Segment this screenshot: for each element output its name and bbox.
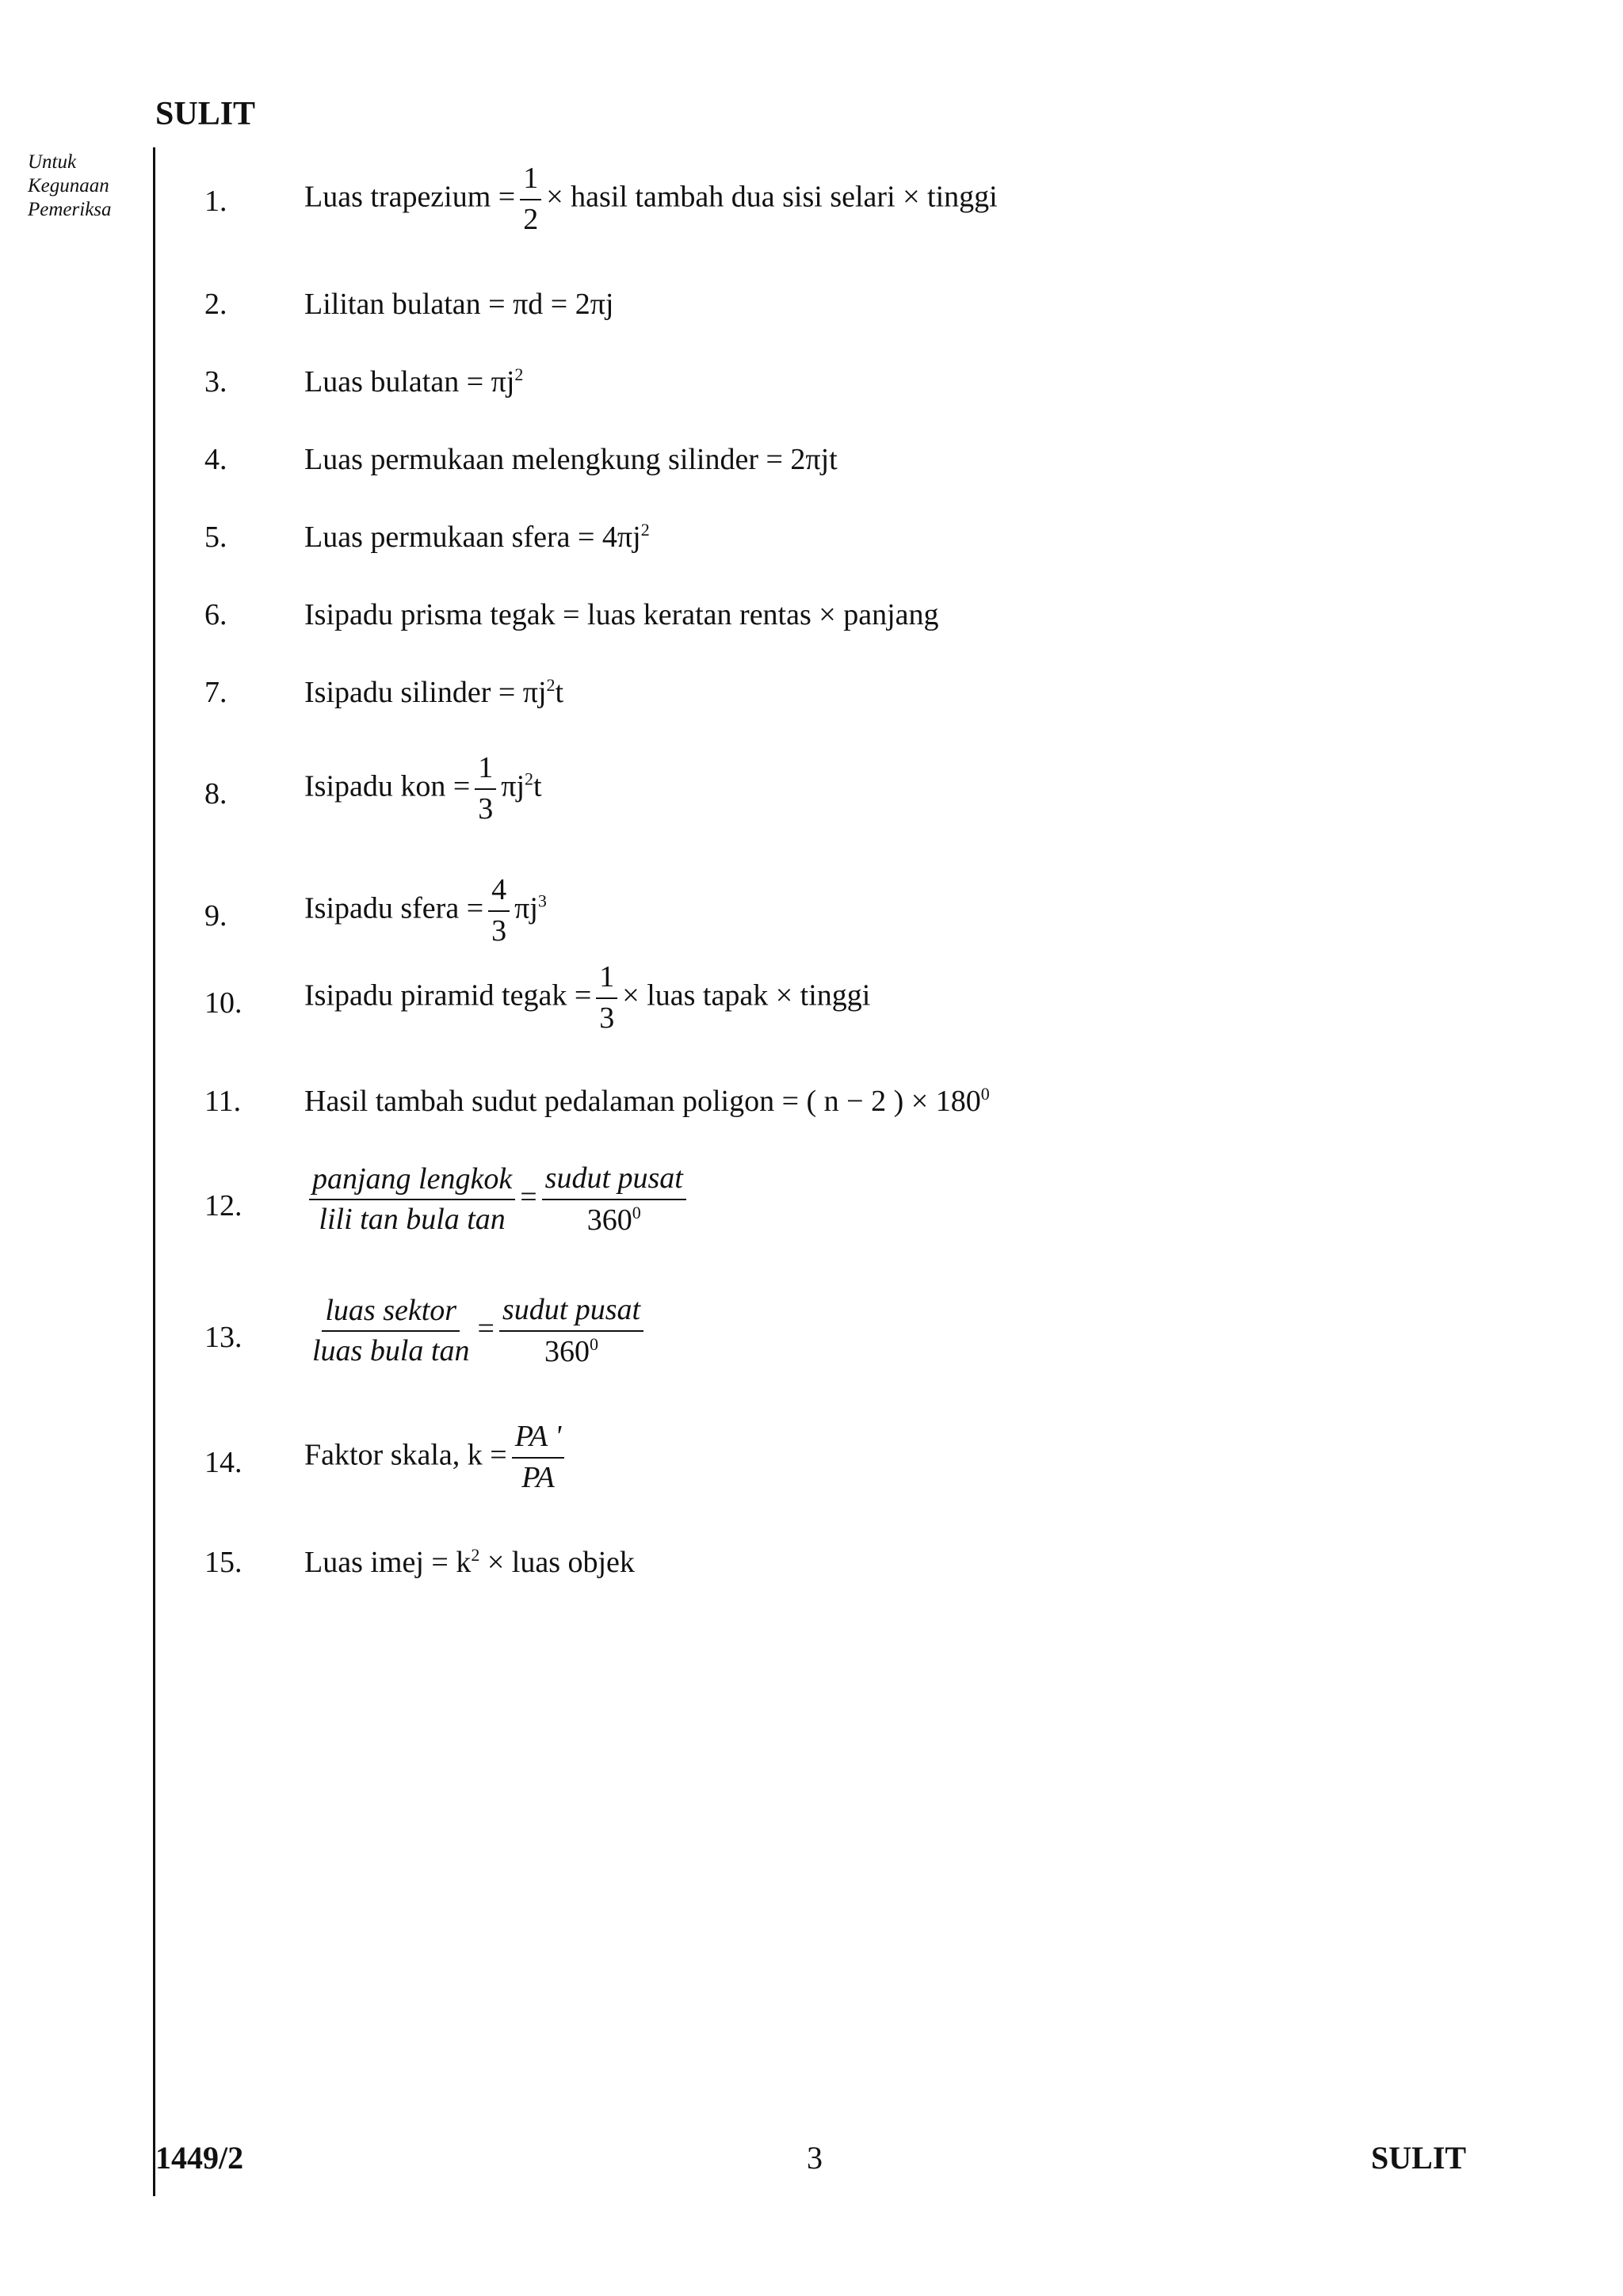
formula-image-area: Luas imej = $k^2$ × luas objek [304, 1545, 635, 1579]
margin-rule [153, 147, 155, 2196]
formula-prism-volume: Isipadu prisma tegak = luas keratan rentas × panjang [304, 598, 939, 631]
fraction: $\frac{PA '}{PA}$ [512, 1420, 564, 1495]
side-note-line: Pemeriksa [28, 199, 112, 220]
formula-sphere-surface: Luas permukaan sfera = $4\pi j^2$ [304, 520, 650, 554]
formula-cylinder-volume: Isipadu silinder = $\pi j^2t$ [304, 675, 564, 709]
formula-number: 14. [204, 1446, 242, 1479]
formula-cone-volume: Isipadu kon = $\frac{1}{3}$ $\pi j^2t$ [304, 751, 542, 826]
formula-arc-length-ratio: $\frac{\text{panjang lengkok}}{\text{lili tan bula tan}}$ = $\frac{\text{sudut pusat}}{360^0}$ [304, 1161, 691, 1238]
formula-scale-factor: Faktor skala, k = $\frac{PA '}{PA}$ [304, 1420, 569, 1495]
formula-number: 15. [204, 1546, 242, 1579]
formula-number: 11. [204, 1085, 242, 1118]
formula-number: 8. [204, 777, 227, 810]
formula-sphere-volume: Isipadu sfera = $\frac{4}{3}$ $\pi j^3$ [304, 873, 547, 948]
fraction: $\frac{\text{sudut pusat}}{360^0}$ [542, 1161, 686, 1238]
formula-number: 6. [204, 598, 227, 631]
fraction: $\frac{1}{3}$ [596, 960, 617, 1035]
formula-number: 5. [204, 521, 227, 554]
page-number: 3 [807, 2140, 823, 2176]
formula-cylinder-curved-surface: Luas permukaan melengkung silinder = 2πjt [304, 443, 838, 476]
header-classification: SULIT [155, 96, 256, 132]
fraction: $\frac{\text{luas sektor}}{\text{luas bula tan}}$ [312, 1293, 470, 1368]
fraction: $\frac{4}{3}$ [488, 873, 510, 948]
formula-polygon-interior-angles: Hasil tambah sudut pedalaman poligon = ( n − 2 ) × $180^0$ [304, 1084, 990, 1118]
formula-number: 1. [204, 185, 227, 218]
formula-circle-area: Luas bulatan = $\pi j^2$ [304, 364, 524, 399]
formula-pyramid-volume: Isipadu piramid tegak = $\frac{1}{3}$ × luas tapak × tinggi [304, 960, 871, 1035]
footer-classification: SULIT [1371, 2140, 1467, 2176]
paper-code: 1449/2 [155, 2140, 244, 2176]
fraction: $\frac{\text{panjang lengkok}}{\text{lili tan bula tan}}$ [309, 1162, 515, 1238]
formula-number: 10. [204, 986, 242, 1020]
fraction: $\frac{1}{2}$ [520, 162, 541, 237]
examiner-use-note [28, 151, 112, 222]
formula-number: 3. [204, 365, 227, 399]
formula-number: 7. [204, 676, 227, 709]
fraction: $\frac{1}{3}$ [475, 751, 496, 826]
formula-number: 2. [204, 288, 227, 321]
formula-trapezium-area: Luas trapezium = $\frac{1}{2}$ × hasil tambah dua sisi selari × tinggi [304, 162, 998, 236]
side-note-line: Kegunaan [28, 175, 109, 196]
formula-number: 4. [204, 443, 227, 476]
side-note-line: Untuk [28, 151, 77, 173]
formula-number: 12. [204, 1189, 242, 1222]
formula-number: 13. [204, 1321, 242, 1354]
fraction: $\frac{\text{sudut pusat}}{360^0}$ [499, 1293, 643, 1369]
formula-number: 9. [204, 899, 227, 933]
formula-circle-circumference: Lilitan bulatan = πd = 2πj [304, 288, 614, 321]
formula-sector-area-ratio: $\frac{\text{luas sektor}}{\text{luas bula tan}}$ = $\frac{\text{sudut pusat}}{360^0}$ [304, 1293, 648, 1369]
